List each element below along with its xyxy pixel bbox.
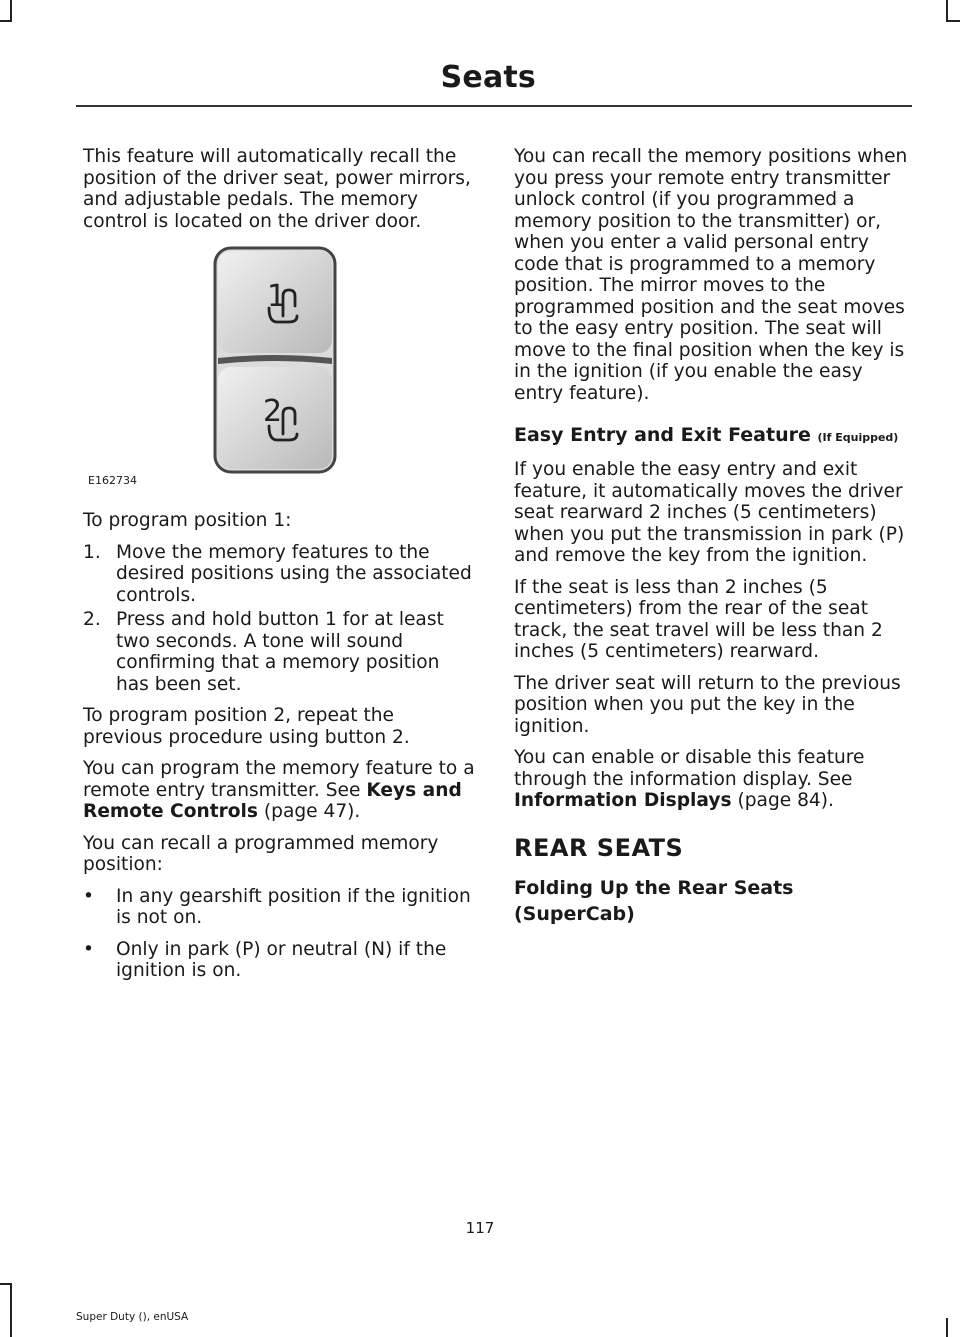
- crop-mark-bottom-left-h: [0, 1283, 12, 1285]
- crop-mark-top-right-v: [946, 0, 948, 22]
- folding-up-rear-seats-heading: Folding Up the Rear Seats (SuperCab): [514, 877, 794, 925]
- svg-text:1: 1: [267, 279, 287, 314]
- crop-mark-bottom-right-v: [946, 1318, 948, 1337]
- list-item: • In any gearshift position if the ignition is not on.: [83, 885, 471, 928]
- bullet-icon: •: [83, 885, 94, 907]
- easy-entry-paragraph-1: If you enable the easy entry and exit feature, it automatically moves the driver seat rearward 2 inches (5 centimeters) when you put the transmission in park (P) and remove the key from the ignition.: [514, 459, 905, 566]
- program-position-2-paragraph: To program position 2, repeat the previous procedure using button 2.: [83, 705, 410, 748]
- rear-seats-heading: REAR SEATS: [514, 833, 684, 862]
- list-item: 2. Press and hold button 1 for at least two seconds. A tone will sound confirming that a memory position has been set.: [83, 609, 444, 695]
- keys-remote-controls-link[interactable]: Keys and Remote Controls: [83, 779, 462, 822]
- svg-text:2: 2: [263, 394, 283, 429]
- footer-document-id: Super Duty (), enUSA: [76, 1311, 189, 1323]
- list-item: 1. Move the memory features to the desired positions using the associated controls.: [83, 541, 472, 606]
- crop-mark-top-left-v: [10, 0, 12, 22]
- page-number: 117: [465, 1219, 495, 1237]
- crop-mark-top-right-h: [946, 20, 960, 22]
- crop-mark-top-left-h: [0, 20, 12, 22]
- information-displays-link[interactable]: Information Displays: [514, 790, 732, 811]
- program-position-1-heading: To program position 1:: [83, 510, 292, 531]
- recall-memory-paragraph: You can recall the memory positions when you press your remote entry transmitter unlock control (if you programmed a memory position to the transmitter) or, when you enter a valid personal entry code that is programmed to a memory position. The mirror moves to the programmed position and the seat moves to the easy entry position. The seat will move to the final position when the key is in the ignition (if you enable the easy entry feature).: [514, 146, 908, 404]
- left-column: [83, 146, 475, 992]
- recall-intro-paragraph: You can recall a programmed memory position:: [83, 832, 439, 875]
- header-rule: [76, 105, 912, 107]
- program-steps-list: [83, 542, 475, 696]
- figure-code: E162734: [88, 474, 137, 487]
- page-title: Seats: [440, 60, 536, 95]
- button-1-label: [267, 274, 307, 314]
- button-2-label: [263, 389, 303, 429]
- remote-transmitter-paragraph: You can program the memory feature to a remote entry transmitter. See Keys and Remote Controls (page 47).: [83, 758, 475, 822]
- easy-entry-paragraph-3: The driver seat will return to the previous position when you put the key in the ignition.: [514, 672, 901, 737]
- list-item: • Only in park (P) or neutral (N) if the ignition is on.: [83, 938, 447, 981]
- right-column: [514, 146, 910, 935]
- bullet-icon: •: [83, 938, 94, 960]
- if-equipped-qualifier: (If Equipped): [817, 431, 899, 444]
- enable-disable-paragraph: You can enable or disable this feature through the information display. See Information Displays (page 84).: [514, 747, 865, 811]
- memory-buttons-illustration: [83, 246, 475, 494]
- easy-entry-paragraph-2: If the seat is less than 2 inches (5 centimeters) from the rear of the seat track, the seat travel will be less than 2 inches (5 centimeters) rearward.: [514, 576, 883, 662]
- crop-mark-bottom-left-v: [10, 1283, 12, 1337]
- easy-entry-heading: Easy Entry and Exit Feature (If Equipped): [514, 424, 899, 446]
- intro-paragraph: This feature will automatically recall the position of the driver seat, power mirrors, and adjustable pedals. The memory control is located on the driver door.: [83, 146, 471, 232]
- recall-conditions-list: [83, 886, 475, 982]
